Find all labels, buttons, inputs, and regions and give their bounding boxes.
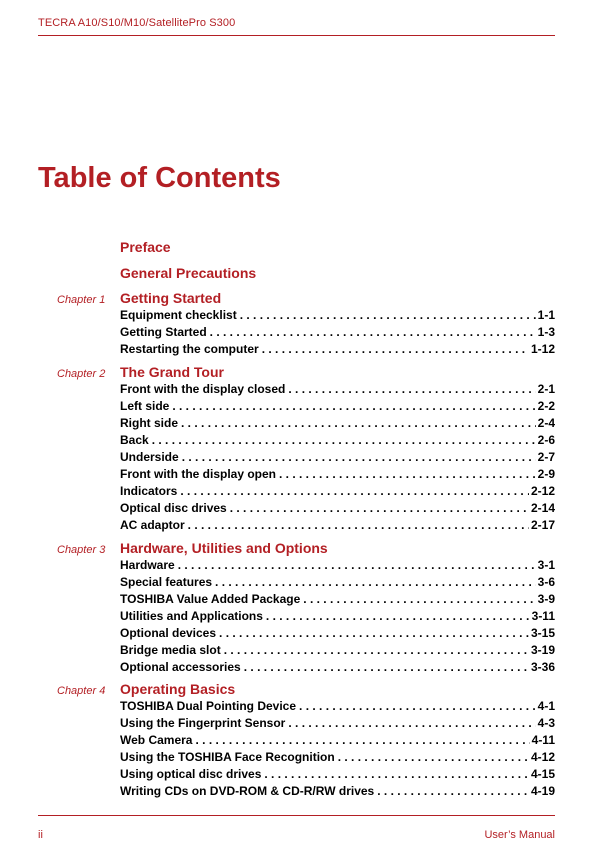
toc-entry-page: 4-3 (537, 716, 555, 730)
chapter-title[interactable]: Operating Basics (120, 681, 236, 697)
toc-entry[interactable] (120, 432, 555, 449)
toc-entry-page: 2-4 (537, 416, 555, 430)
toc-entry-title: Indicators (120, 483, 180, 500)
toc-entry-title: Writing CDs on DVD-ROM & CD-R/RW drives (120, 783, 377, 800)
dot-leader (266, 608, 530, 625)
toc-entry[interactable] (120, 766, 555, 783)
toc-entry-page: 2-9 (537, 467, 555, 481)
toc-entry[interactable] (120, 625, 555, 642)
toc-entry-title: Back (120, 432, 152, 449)
chapter-label: Chapter 1 (57, 294, 106, 306)
toc-entry-title: Front with the display open (120, 466, 279, 483)
toc-entry-title: TOSHIBA Dual Pointing Device (120, 698, 299, 715)
dot-leader (377, 783, 529, 800)
toc-entry[interactable] (120, 483, 555, 500)
toc-entry-title: Web Camera (120, 732, 195, 749)
dot-leader (152, 432, 536, 449)
dot-leader (180, 483, 529, 500)
toc-entry-page: 3-6 (537, 575, 555, 589)
dot-leader (219, 625, 529, 642)
toc-entry-page: 4-15 (530, 767, 555, 781)
toc-entry-page: 3-19 (530, 643, 555, 657)
toc-entry[interactable] (120, 749, 555, 766)
dot-leader (279, 466, 536, 483)
dot-leader (182, 449, 536, 466)
toc-entry-page: 1-12 (530, 342, 555, 356)
chapter-title[interactable]: The Grand Tour (120, 364, 224, 380)
footer-manual-name: User’s Manual (484, 829, 555, 841)
toc-entry-title: Bridge media slot (120, 642, 224, 659)
toc-entry-page: 3-1 (537, 558, 555, 572)
toc-entry-title: Left side (120, 398, 172, 415)
toc-entry-page: 2-17 (530, 518, 555, 532)
toc-entry-title: AC adaptor (120, 517, 188, 534)
toc-entry-page: 4-19 (530, 784, 555, 798)
page-header (38, 15, 555, 36)
toc-entry-title: Optional devices (120, 625, 219, 642)
dot-leader (172, 398, 535, 415)
toc-entry-title: Front with the display closed (120, 381, 288, 398)
toc-entry[interactable] (120, 608, 555, 625)
chapter-entries (120, 698, 555, 800)
toc-entry-title: Right side (120, 415, 181, 432)
toc-entry[interactable] (120, 659, 555, 676)
toc-entry-page: 2-2 (537, 399, 555, 413)
chapter-label: Chapter 2 (57, 368, 106, 380)
dot-leader (195, 732, 529, 749)
toc-entry-page: 2-12 (530, 484, 555, 498)
dot-leader (215, 574, 536, 591)
dot-leader (188, 517, 529, 534)
toc-entry-page: 2-1 (537, 382, 555, 396)
dot-leader (303, 591, 535, 608)
dot-leader (230, 500, 529, 517)
dot-leader (210, 324, 536, 341)
toc-entry[interactable] (120, 591, 555, 608)
toc-entry-page: 4-1 (537, 699, 555, 713)
toc-entry[interactable] (120, 574, 555, 591)
toc-entry[interactable] (120, 381, 555, 398)
toc-entry-title: Using the TOSHIBA Face Recognition (120, 749, 338, 766)
toc-entry-title: Using the Fingerprint Sensor (120, 715, 288, 732)
toc-entry[interactable] (120, 466, 555, 483)
toc-entry-page: 1-3 (537, 325, 555, 339)
section-title[interactable]: Preface (120, 239, 171, 255)
toc-entry-page: 3-15 (530, 626, 555, 640)
dot-leader (224, 642, 529, 659)
chapter-title[interactable]: Hardware, Utilities and Options (120, 540, 328, 556)
toc-entry[interactable] (120, 341, 555, 358)
chapter-label: Chapter 4 (57, 685, 106, 697)
footer-page-number: ii (38, 829, 43, 841)
toc-entry[interactable] (120, 415, 555, 432)
toc-entry[interactable] (120, 698, 555, 715)
dot-leader (299, 698, 536, 715)
chapter-label: Chapter 3 (57, 544, 106, 556)
toc-entry-title: Using optical disc drives (120, 766, 264, 783)
toc-entry-page: 3-36 (530, 660, 555, 674)
toc-entry-title: Equipment checklist (120, 307, 240, 324)
toc-entry[interactable] (120, 715, 555, 732)
toc-entry-title: Getting Started (120, 324, 210, 341)
dot-leader (338, 749, 529, 766)
toc-entry-title: Hardware (120, 557, 178, 574)
dot-leader (181, 415, 536, 432)
dot-leader (264, 766, 529, 783)
dot-leader (244, 659, 529, 676)
header-title: TECRA A10/S10/M10/SatellitePro S300 (38, 17, 236, 29)
toc-entry-title: TOSHIBA Value Added Package (120, 591, 303, 608)
chapter-entries (120, 307, 555, 358)
toc-entry[interactable] (120, 517, 555, 534)
toc-entry-page: 4-12 (530, 750, 555, 764)
toc-entry[interactable] (120, 557, 555, 574)
toc-entry-title: Special features (120, 574, 215, 591)
section-title[interactable]: General Precautions (120, 265, 257, 281)
toc-entry-page: 2-7 (537, 450, 555, 464)
dot-leader (288, 381, 535, 398)
toc-entry[interactable] (120, 500, 555, 517)
toc-entry[interactable] (120, 307, 555, 324)
chapter-entries (120, 557, 555, 676)
dot-leader (178, 557, 536, 574)
toc-entry[interactable] (120, 642, 555, 659)
toc-entry-title: Utilities and Applications (120, 608, 266, 625)
toc-entry[interactable] (120, 732, 555, 749)
toc-entry-page: 2-14 (530, 501, 555, 515)
toc-entry-title: Underside (120, 449, 182, 466)
toc-entry[interactable] (120, 449, 555, 466)
page-title: Table of Contents (38, 162, 281, 194)
chapter-entries (120, 381, 555, 534)
dot-leader (262, 341, 529, 358)
dot-leader (240, 307, 536, 324)
toc-entry-page: 3-9 (537, 592, 555, 606)
dot-leader (288, 715, 535, 732)
toc-entry-page: 3-11 (531, 609, 555, 623)
toc-entry-page: 1-1 (537, 308, 555, 322)
toc-entry-title: Optical disc drives (120, 500, 230, 517)
toc-entry[interactable] (120, 783, 555, 800)
page-footer (38, 815, 555, 840)
toc-entry-page: 4-11 (531, 733, 555, 747)
toc-entry[interactable] (120, 324, 555, 341)
chapter-title[interactable]: Getting Started (120, 290, 222, 306)
toc-entry[interactable] (120, 398, 555, 415)
toc-entry-title: Restarting the computer (120, 341, 262, 358)
toc-entry-title: Optional accessories (120, 659, 244, 676)
toc-entry-page: 2-6 (537, 433, 555, 447)
